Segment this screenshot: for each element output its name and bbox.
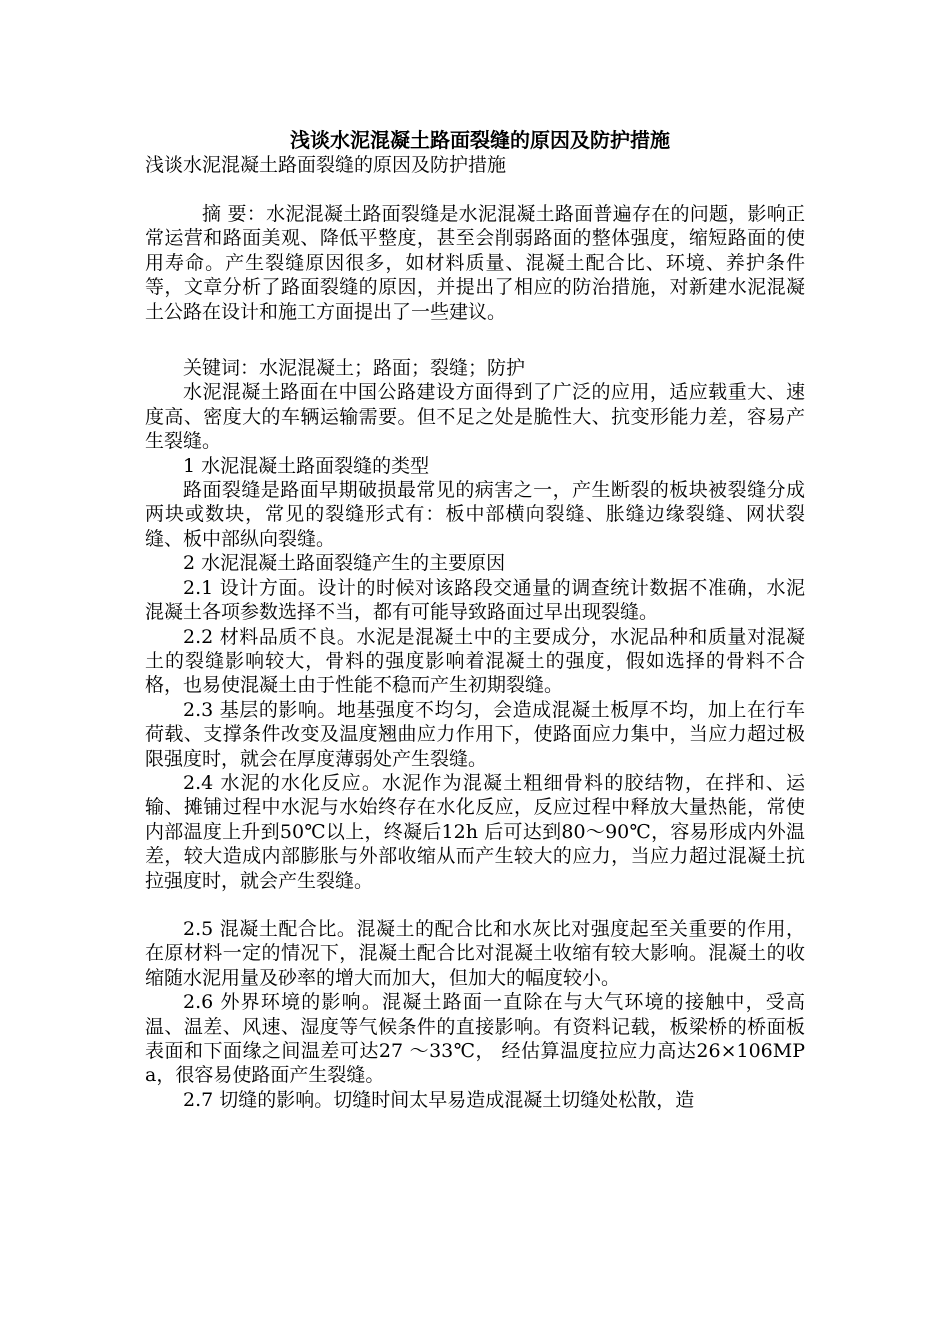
section-2-heading: 2 水泥混凝土路面裂缝产生的主要原因 <box>183 552 506 575</box>
section-2-1-paragraph: 2.1 设计方面。设计的时候对该路段交通量的调查统计数据不准确，水泥混凝土各项参数选择不当，都有可能导致路面过早出现裂缝。 <box>145 576 805 624</box>
keywords-line: 关键词：水泥混凝土；路面；裂缝；防护 <box>183 357 526 380</box>
document-title: 浅谈水泥混凝土路面裂缝的原因及防护措施 <box>290 128 670 152</box>
document-page <box>145 128 805 1112</box>
intro-paragraph: 水泥混凝土路面在中国公路建设方面得到了广泛的应用，适应载重大、速度高、密度大的车辆运输需要。但不足之处是脆性大、抗变形能力差，容易产生裂缝。 <box>145 381 805 453</box>
section-2-2-paragraph: 2.2 材料品质不良。水泥是混凝土中的主要成分，水泥品种和质量对混凝土的裂缝影响较大，骨料的强度影响着混凝土的强度，假如选择的骨料不合格，也易使混凝土由于性能不稳而产生初期裂缝。 <box>145 625 805 697</box>
section-2-4-paragraph: 2.4 水泥的水化反应。水泥作为混凝土粗细骨料的胶结物，在拌和、运输、摊铺过程中水泥与水始终存在水化反应，反应过程中释放大量热能，常使内部温度上升到50℃以上，终凝后12h 后可达到80～90℃，容易形成内外温差，较大造成内部膨胀与外部收缩从而产生较大的应力，当应力超过混凝土抗拉强度时，就会产生裂缝。 <box>145 771 805 892</box>
section-2-5-paragraph: 2.5 混凝土配合比。混凝土的配合比和水灰比对强度起至关重要的作用，在原材料一定的情况下，混凝土配合比对混凝土收缩有较大影响。混凝土的收缩随水泥用量及砂率的增大而加大，但加大的幅度较小。 <box>145 917 805 989</box>
section-1-heading: 1 水泥混凝土路面裂缝的类型 <box>183 454 430 477</box>
section-1-paragraph: 路面裂缝是路面早期破损最常见的病害之一，产生断裂的板块被裂缝分成两块或数块，常见的裂缝形式有：板中部横向裂缝、胀缝边缘裂缝、网状裂缝、板中部纵向裂缝。 <box>145 479 805 550</box>
spacer <box>145 324 805 356</box>
abstract-paragraph: 摘 要：水泥混凝土路面裂缝是水泥混凝土路面普遍存在的问题，影响正常运营和路面美观、降低平整度，甚至会削弱路面的整体强度，缩短路面的使用寿命。产生裂缝原因很多，如材料质量、混凝土配合比、环境、养护条件等，文章分析了路面裂缝的原因，并提出了相应的防治措施，对新建水泥混凝土公路在设计和施工方面提出了一些建议。 <box>145 203 805 323</box>
document-subtitle: 浅谈水泥混凝土路面裂缝的原因及防护措施 <box>145 154 507 176</box>
section-2-7-paragraph: 2.7 切缝的影响。切缝时间太早易造成混凝土切缝处松散，造 <box>183 1088 695 1111</box>
section-2-6-paragraph: 2.6 外界环境的影响。混凝土路面一直除在与大气环境的接触中，受高温、温差、风速、湿度等气候条件的直接影响。有资料记载，板梁桥的桥面板表面和下面缘之间温差可达27 ～33℃， 经估算温度拉应力高达26×106MPa，很容易使路面产生裂缝。 <box>145 991 805 1087</box>
section-2-3-paragraph: 2.3 基层的影响。地基强度不均匀，会造成混凝土板厚不均，加上在行车荷载、支撑条件改变及温度翘曲应力作用下，使路面应力集中，当应力超过极限强度时，就会在厚度薄弱处产生裂缝。 <box>145 698 805 770</box>
spacer <box>145 178 805 202</box>
spacer <box>145 893 805 917</box>
